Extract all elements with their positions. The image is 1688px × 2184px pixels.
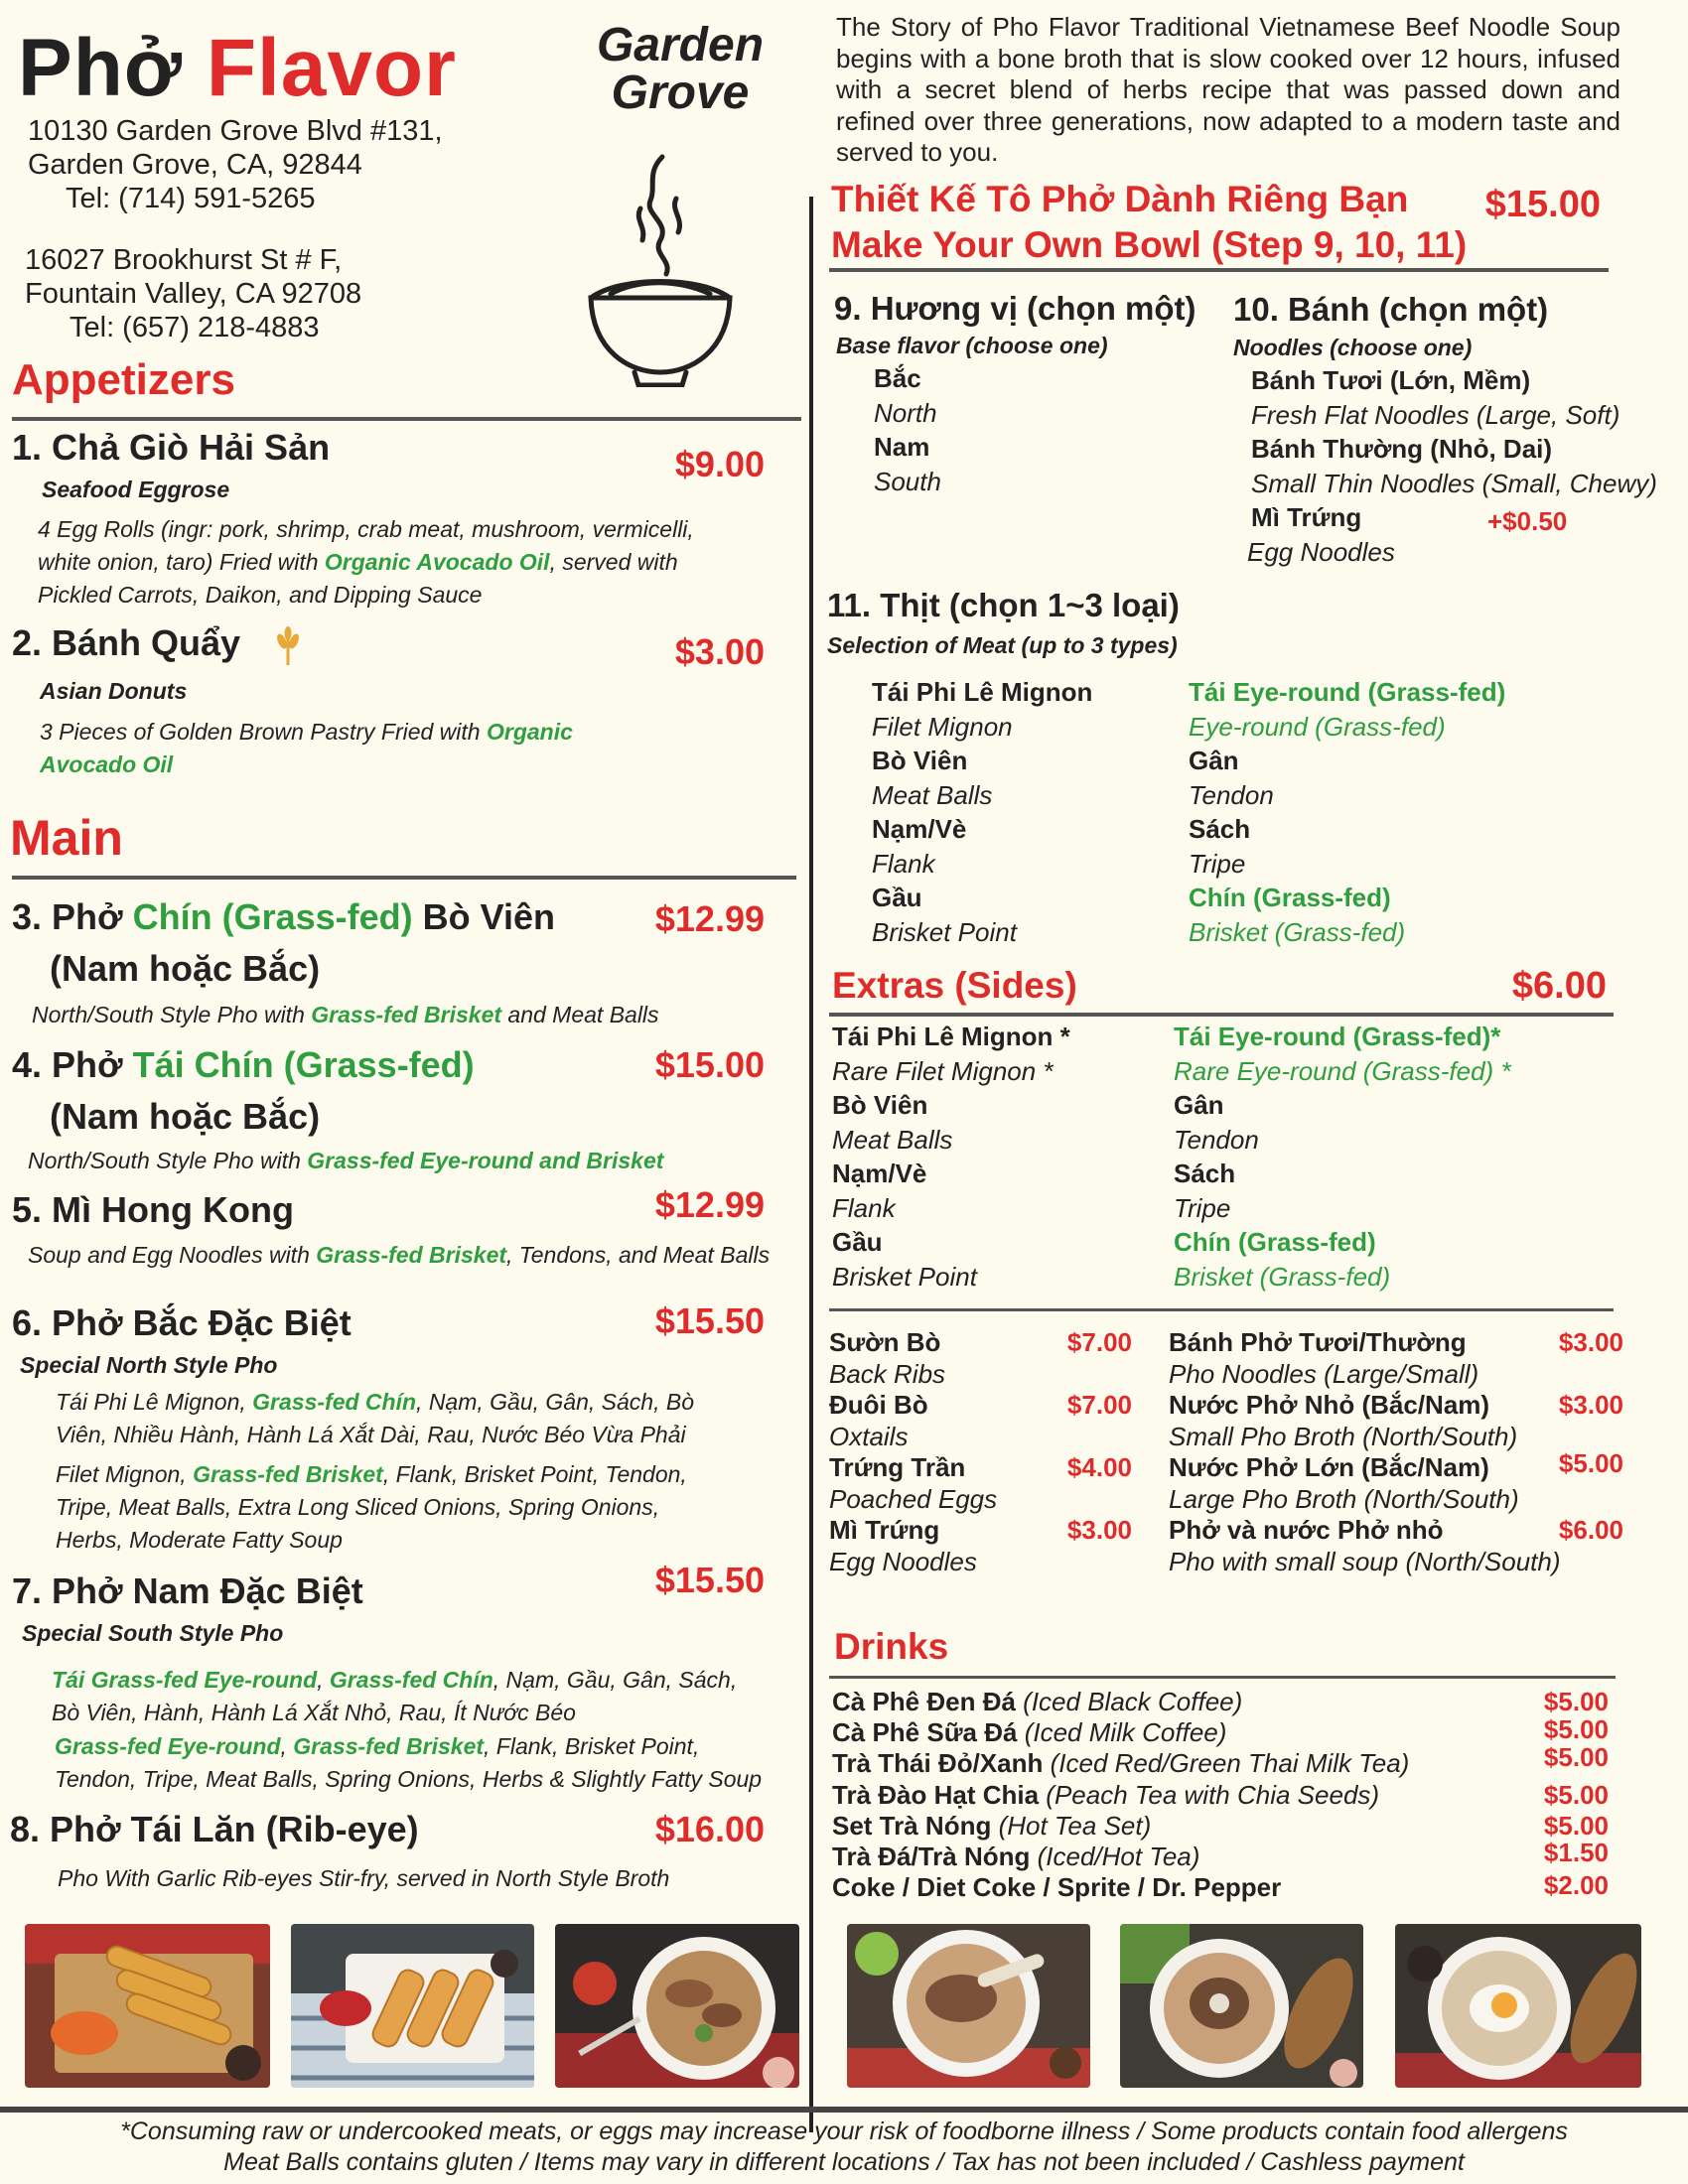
step-11-right-list: [1189, 675, 1505, 949]
drink-name-en: (Hot Tea Set): [991, 1810, 1152, 1841]
item-6-vn-line-2: Viên, Nhiều Hành, Hành Lá Xắt Dài, Rau, Nước Béo Vừa Phải: [56, 1422, 686, 1447]
drink-price: $5.00: [1543, 1779, 1609, 1810]
item-7-vn-comma: ,: [317, 1667, 330, 1693]
drink-price: $5.00: [1543, 1687, 1609, 1716]
own-bowl-price: $15.00: [1484, 184, 1601, 225]
item-2-desc-text: 3 Pieces of Golden Brown Pastry Fried with: [40, 719, 487, 745]
address-2: [25, 243, 361, 344]
side-oxtails-price: $7.00: [1066, 1390, 1132, 1420]
side-pho-small-soup-price: $6.00: [1558, 1515, 1623, 1545]
extra-eye-round-en: Rare Eye-round (Grass-fed) *: [1174, 1055, 1511, 1086]
item-6-en-line-2: Tripe, Meat Balls, Extra Long Sliced Onions, Spring Onions,: [56, 1494, 660, 1520]
side-poached-eggs-price: $4.00: [1066, 1452, 1132, 1482]
step-9-title: 9. Hương vị (chọn một): [834, 290, 1196, 327]
item-4-name-a: 4. Phở: [12, 1044, 133, 1085]
drink-price: $1.50: [1543, 1838, 1609, 1868]
address-2-street: 16027 Brookhurst St # F,: [25, 244, 343, 276]
extra-tripe-en: Tripe: [1174, 1192, 1231, 1223]
side-poached-eggs-vn: Trứng Trần: [829, 1452, 966, 1482]
side-large-broth-price: $5.00: [1558, 1448, 1623, 1478]
brand-name-pho: Phở: [18, 23, 184, 113]
item-1-sub: Seafood Eggrose: [42, 477, 230, 502]
side-large-broth-vn: Nước Phở Lớn (Bắc/Nam): [1169, 1452, 1489, 1482]
back-ribs-photo: [847, 1924, 1090, 2088]
side-back-ribs-en: Back Ribs: [829, 1358, 946, 1389]
egg-rolls-photo: [25, 1924, 270, 2088]
drink-price: $5.00: [1543, 1810, 1609, 1841]
item-4-name-green: Tái Chín (Grass-fed): [132, 1044, 475, 1085]
drink-name-en: (Iced Black Coffee): [1015, 1687, 1243, 1716]
own-bowl-title-vn: Thiết Kế Tô Phở Dành Riêng Bạn: [831, 179, 1409, 219]
pho-bowl-photo: [555, 1924, 799, 2088]
side-small-broth-price: $3.00: [1558, 1390, 1623, 1420]
footer-rule: [0, 2107, 1688, 2113]
item-4-desc: [28, 1145, 663, 1177]
item-3-name: [12, 891, 555, 995]
side-pho-small-soup: [1169, 1515, 1623, 1577]
drink-name-vn: Set Trà Nóng: [832, 1810, 992, 1841]
location-line-1: Garden: [596, 19, 765, 71]
meat-tendon-en: Tendon: [1189, 779, 1274, 810]
side-poached-eggs-en: Poached Eggs: [829, 1483, 998, 1514]
footer-line-2: Meat Balls contains gluten / Items may vary in different locations / Tax has not been included / Cashless payment: [223, 2148, 1465, 2176]
meat-filet-en: Filet Mignon: [872, 711, 1013, 742]
extras-price: $6.00: [1511, 965, 1607, 1007]
item-7-vn-line-2: Bò Viên, Hành, Hành Lá Xắt Nhỏ, Rau, Ít Nước Béo: [52, 1700, 576, 1725]
item-7-en-comma: ,: [280, 1733, 294, 1759]
item-6-price: $15.50: [654, 1300, 765, 1341]
side-pho-small-soup-en: Pho with small soup (North/South): [1169, 1546, 1561, 1576]
side-small-broth-vn: Nước Phở Nhỏ (Bắc/Nam): [1169, 1390, 1490, 1420]
address-1: [28, 114, 443, 215]
item-4-line-1: [12, 1039, 475, 1091]
extras-rule: [829, 1013, 1614, 1017]
item-7-en-text: , Flank, Brisket Point,: [484, 1733, 700, 1759]
meat-tendon-vn: Gân: [1189, 746, 1239, 775]
meat-brisket-point-vn: Gầu: [872, 883, 922, 912]
item-6-vn-text-2: , Nạm, Gầu, Gân, Sách, Bò: [416, 1389, 695, 1415]
item-7-en-green-1: Grass-fed Eye-round: [55, 1733, 281, 1759]
extra-tendon-vn: Gân: [1174, 1090, 1224, 1120]
side-egg-noodles: [829, 1515, 1132, 1577]
item-2-avocado-oil: Avocado Oil: [40, 751, 174, 777]
extra-brisket-en: Brisket (Grass-fed): [1174, 1261, 1391, 1292]
step-11-left-list: [872, 675, 1092, 949]
drink-price: $5.00: [1543, 1714, 1609, 1745]
footer-line-1: *Consuming raw or undercooked meats, or eggs may increase your risk of foodborne illness / Some products contain food allergens: [120, 2117, 1568, 2145]
item-4-price: $15.00: [654, 1044, 765, 1085]
extra-meatball-en: Meat Balls: [832, 1124, 953, 1155]
item-6-en-line-3: Herbs, Moderate Fatty Soup: [56, 1527, 343, 1553]
asian-donuts-photo: [291, 1924, 534, 2088]
flavor-south-vn: Nam: [874, 432, 930, 462]
item-7-en-line-2: Tendon, Tripe, Meat Balls, Spring Onions, Herbs & Slightly Fatty Soup: [55, 1766, 763, 1792]
main-heading: Main: [10, 810, 123, 866]
item-3-name-a: 3. Phở: [12, 896, 133, 937]
item-3-line-1: [12, 891, 555, 943]
location-line-2: Grove: [611, 67, 750, 119]
sides-right-list: [1169, 1327, 1623, 1577]
item-5-price: $12.99: [654, 1184, 765, 1225]
drinks-list: [832, 1687, 1609, 1903]
item-6-en-green: Grass-fed Brisket: [193, 1461, 383, 1487]
extra-tripe-vn: Sách: [1174, 1159, 1236, 1188]
side-poached-eggs: [829, 1452, 1132, 1515]
address-2-city: Fountain Valley, CA 92708: [25, 278, 362, 310]
item-2-desc-line-1: [40, 716, 573, 749]
item-6-sub: Special North Style Pho: [20, 1352, 278, 1378]
appetizers-heading: Appetizers: [12, 355, 235, 404]
drink-item: [832, 1742, 1609, 1779]
item-7-en-line-1: [55, 1730, 762, 1763]
meat-tripe-vn: Sách: [1189, 814, 1251, 844]
item-7-vn-green-2: Grass-fed Chín: [329, 1667, 493, 1693]
item-5-name: 5. Mì Hong Kong: [12, 1189, 294, 1230]
item-6-vn-green: Grass-fed Chín: [252, 1389, 417, 1415]
item-6-en-desc: [56, 1458, 687, 1557]
drink-item: [832, 1780, 1609, 1811]
item-8-name: 8. Phở Tái Lăn (Rib-eye): [10, 1809, 419, 1849]
item-8-desc: Pho With Garlic Rib-eyes Stir-fry, served in North Style Broth: [58, 1865, 670, 1891]
side-back-ribs-vn: Sườn Bò: [829, 1327, 941, 1357]
meat-brisket-en: Brisket (Grass-fed): [1189, 916, 1406, 947]
wheat-icon: [273, 625, 303, 667]
drink-name-en: (Iced Milk Coffee): [1017, 1717, 1227, 1748]
item-6-vn-text: Tái Phi Lê Mignon,: [56, 1389, 253, 1415]
item-3-name-b: Bò Viên: [412, 896, 556, 937]
side-pho-noodles: [1169, 1327, 1623, 1390]
noodle-thin-vn: Bánh Thường (Nhỏ, Dai): [1251, 434, 1553, 464]
step-9-list: [874, 361, 941, 498]
side-large-broth: [1169, 1448, 1623, 1515]
noodle-thin-en: Small Thin Noodles (Small, Chewy): [1251, 468, 1657, 498]
item-1-desc-line-1: 4 Egg Rolls (ingr: pork, shrimp, crab meat, mushroom, vermicelli,: [38, 516, 694, 542]
item-5-desc: [28, 1239, 770, 1272]
drink-item: [832, 1714, 1609, 1748]
drink-name-en: (Peach Tea with Chia Seeds): [1039, 1779, 1380, 1810]
side-pho-noodles-en: Pho Noodles (Large/Small): [1169, 1358, 1479, 1389]
extras-heading: Extras (Sides): [832, 965, 1077, 1006]
item-3-name-green: Chín (Grass-fed): [132, 896, 413, 937]
item-3-desc-text: North/South Style Pho with: [32, 1002, 312, 1027]
step-9-sub: Base flavor (choose one): [836, 333, 1108, 358]
side-pho-small-soup-vn: Phở và nước Phở nhỏ: [1169, 1515, 1444, 1545]
step-11-title: 11. Thịt (chọn 1~3 loại): [827, 587, 1180, 623]
item-7-vn-line-1: [52, 1664, 737, 1697]
extra-filet-vn: Tái Phi Lê Mignon *: [832, 1022, 1070, 1051]
flavor-north-vn: Bắc: [874, 363, 921, 393]
side-oxtails-en: Oxtails: [829, 1421, 909, 1451]
side-back-ribs: [829, 1327, 1132, 1390]
item-4-line-2: (Nam hoặc Bắc): [50, 1096, 321, 1137]
side-pho-noodles-vn: Bánh Phở Tươi/Thường: [1169, 1327, 1467, 1357]
item-4-desc-green: Grass-fed Eye-round and Brisket: [307, 1148, 664, 1173]
item-4-name: [12, 1039, 475, 1143]
noodle-egg-vn: Mì Trứng: [1251, 502, 1362, 532]
item-7-vn-green-1: Tái Grass-fed Eye-round: [52, 1667, 318, 1693]
item-3-desc-green: Grass-fed Brisket: [311, 1002, 502, 1027]
meat-balls-en: Meat Balls: [872, 779, 993, 810]
step-10-sub: Noodles (choose one): [1233, 335, 1473, 360]
item-6-vn-desc: [56, 1386, 694, 1451]
extra-brisket-point-en: Brisket Point: [832, 1261, 977, 1292]
own-bowl-title-en: Make Your Own Bowl (Step 9, 10, 11): [831, 224, 1468, 265]
side-small-broth: [1169, 1390, 1623, 1452]
flavor-north-en: North: [874, 397, 937, 428]
extras-left-list: [832, 1020, 1070, 1294]
item-1-desc-text-2: , served with: [549, 549, 678, 575]
main-rule: [12, 876, 796, 880]
item-7-en-green-2: Grass-fed Brisket: [293, 1733, 485, 1759]
item-2-price: $3.00: [674, 631, 765, 672]
step-10-list: [1247, 363, 1657, 569]
item-3-line-2: (Nam hoặc Bắc): [50, 948, 321, 989]
side-egg-noodles-price: $3.00: [1066, 1515, 1132, 1545]
meat-brisket-point-en: Brisket Point: [872, 916, 1017, 947]
side-egg-noodles-vn: Mì Trứng: [829, 1515, 940, 1545]
item-1-price: $9.00: [674, 444, 765, 484]
sides-left-list: [829, 1327, 1132, 1577]
poached-egg-photo: [1395, 1924, 1641, 2088]
noodle-egg-en: Egg Noodles: [1247, 536, 1395, 567]
location-title: [586, 19, 774, 119]
address-2-phone: Tel: (657) 218-4883: [70, 312, 320, 343]
item-5-desc-text: Soup and Egg Noodles with: [28, 1242, 317, 1268]
item-1-desc: [38, 513, 773, 612]
item-6-vn-line-1: [56, 1386, 694, 1419]
drinks-heading: Drinks: [834, 1626, 949, 1667]
item-6-en-text-2: , Flank, Brisket Point, Tendon,: [382, 1461, 687, 1487]
extra-brisket-point-vn: Gầu: [832, 1227, 883, 1257]
brand-name-flavor: Flavor: [206, 23, 457, 113]
footer-disclaimer: [0, 2116, 1688, 2178]
side-egg-noodles-en: Egg Noodles: [829, 1546, 977, 1576]
item-2-desc: [40, 716, 573, 781]
extras-right-list: [1174, 1020, 1511, 1294]
drink-price: $2.00: [1543, 1870, 1609, 1901]
extra-flank-vn: Nạm/Vè: [832, 1159, 927, 1188]
side-large-broth-en: Large Pho Broth (North/South): [1169, 1483, 1519, 1514]
meat-balls-vn: Bò Viên: [872, 746, 968, 775]
meat-flank-vn: Nạm/Vè: [872, 814, 967, 844]
extra-tendon-en: Tendon: [1174, 1124, 1259, 1155]
extra-brisket-vn: Chín (Grass-fed): [1174, 1227, 1376, 1257]
item-7-price: $15.50: [654, 1560, 765, 1600]
side-back-ribs-price: $7.00: [1066, 1327, 1132, 1357]
drink-name-vn: Cà Phê Đen Đá: [832, 1687, 1016, 1716]
item-6-en-text: Filet Mignon,: [56, 1461, 194, 1487]
drink-item: [832, 1838, 1609, 1872]
extra-eye-round-vn: Tái Eye-round (Grass-fed)*: [1174, 1022, 1501, 1051]
drink-price: $5.00: [1543, 1742, 1609, 1773]
item-1-desc-line-2: [38, 546, 773, 579]
drink-item: [832, 1687, 1609, 1717]
story-text: The Story of Pho Flavor Traditional Vietnamese Beef Noodle Soup begins with a bone broth that is slow cooked over 12 hours, infused with a secret blend of herbs recipe that was passed down and refined over three generations, now adapted to a modern taste and served to you.: [836, 12, 1620, 167]
item-2-organic: Organic: [486, 719, 573, 745]
item-3-desc: [32, 999, 659, 1031]
item-5-desc-text-2: , Tendons, and Meat Balls: [506, 1242, 771, 1268]
item-2-name: 2. Bánh Quẩy: [12, 622, 241, 663]
item-1-desc-line-3: Pickled Carrots, Daikon, and Dipping Sauce: [38, 582, 483, 608]
item-4-desc-text: North/South Style Pho with: [28, 1148, 308, 1173]
noodle-fresh-vn: Bánh Tươi (Lớn, Mềm): [1251, 365, 1531, 395]
drink-item: [832, 1872, 1609, 1903]
drinks-rule: [829, 1676, 1616, 1679]
item-5-desc-green: Grass-fed Brisket: [316, 1242, 507, 1268]
item-7-vn-desc: [52, 1664, 737, 1729]
pho-bowl-icon: [581, 149, 740, 387]
side-pho-noodles-price: $3.00: [1558, 1327, 1623, 1357]
meat-flank-en: Flank: [872, 848, 935, 879]
address-1-city: Garden Grove, CA, 92844: [28, 149, 362, 181]
item-1-organic-oil: Organic Avocado Oil: [324, 549, 550, 575]
drink-name-vn: Cà Phê Sữa Đá: [832, 1717, 1018, 1748]
meat-eye-round-en: Eye-round (Grass-fed): [1189, 711, 1446, 742]
item-1-desc-text: white onion, taro) Fried with: [38, 549, 325, 575]
item-8-price: $16.00: [654, 1809, 765, 1849]
step-10-title: 10. Bánh (chọn một): [1233, 291, 1549, 328]
side-oxtails-vn: Đuôi Bò: [829, 1390, 928, 1420]
item-2-sub: Asian Donuts: [40, 678, 188, 704]
extra-flank-en: Flank: [832, 1192, 896, 1223]
sides-rule: [829, 1308, 1614, 1311]
item-3-price: $12.99: [654, 898, 765, 939]
item-7-en-desc: [55, 1730, 762, 1796]
drink-name-vn: Trà Đá/Trà Nóng: [832, 1842, 1031, 1872]
drink-item: [832, 1811, 1609, 1842]
address-1-street: 10130 Garden Grove Blvd #131,: [28, 115, 443, 147]
step-11-sub: Selection of Meat (up to 3 types): [827, 632, 1178, 658]
meat-eye-round-vn: Tái Eye-round (Grass-fed): [1189, 677, 1506, 707]
extra-meatball-vn: Bò Viên: [832, 1090, 928, 1120]
flavor-south-en: South: [874, 466, 941, 496]
item-7-name: 7. Phở Nam Đặc Biệt: [12, 1570, 363, 1611]
extra-filet-en: Rare Filet Mignon *: [832, 1055, 1054, 1086]
oxtail-photo: [1120, 1924, 1363, 2088]
noodle-fresh-en: Fresh Flat Noodles (Large, Soft): [1251, 399, 1620, 430]
address-1-phone: Tel: (714) 591-5265: [66, 183, 316, 214]
side-small-broth-en: Small Pho Broth (North/South): [1169, 1421, 1518, 1451]
own-bowl-rule: [829, 268, 1609, 272]
brand-logo: [18, 22, 457, 115]
meat-filet-vn: Tái Phi Lê Mignon: [872, 677, 1093, 707]
own-bowl-title: [831, 177, 1467, 268]
drink-name-vn: Trà Thái Đỏ/Xanh: [832, 1748, 1044, 1779]
item-6-name: 6. Phở Bắc Đặc Biệt: [12, 1302, 352, 1343]
item-3-desc-text-2: and Meat Balls: [501, 1002, 659, 1027]
egg-noodle-upcharge: +$0.50: [1487, 506, 1568, 536]
drink-name-vn: Coke / Diet Coke / Sprite / Dr. Pepper: [832, 1872, 1282, 1903]
item-7-vn-text: , Nạm, Gầu, Gân, Sách,: [492, 1667, 738, 1693]
meat-brisket-vn: Chín (Grass-fed): [1189, 883, 1391, 912]
drink-name-en: (Iced Red/Green Thai Milk Tea): [1043, 1748, 1410, 1779]
meat-tripe-en: Tripe: [1189, 848, 1246, 879]
drink-name-en: (Iced/Hot Tea): [1030, 1842, 1200, 1872]
drink-name-vn: Trà Đào Hạt Chia: [832, 1779, 1040, 1810]
side-oxtails: [829, 1390, 1132, 1452]
column-divider: [809, 197, 813, 2132]
item-7-sub: Special South Style Pho: [22, 1620, 284, 1646]
appetizers-rule: [12, 417, 801, 421]
item-1-name: 1. Chả Giò Hải Sản: [12, 427, 331, 468]
item-6-en-line-1: [56, 1458, 687, 1491]
